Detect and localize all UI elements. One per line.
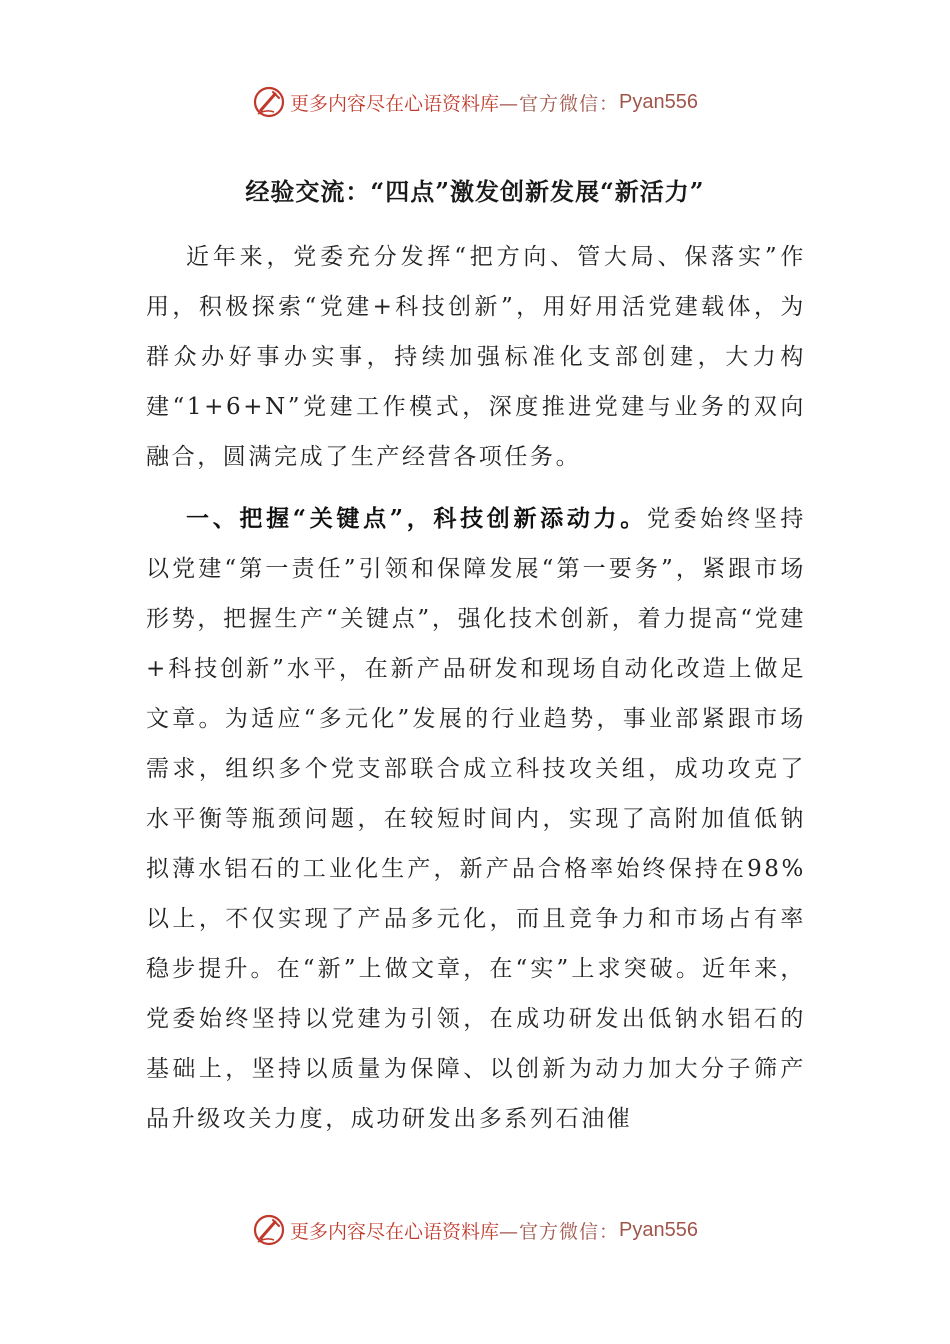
section-one-body: 党委始终坚持以党建“第一责任”引领和保障发展“第一要务”，紧跟市场形势，把握生产“关键点”，强化技术创新，着力提高“党建+科技创新”水平，在新产品研发和现场自动化改造上做足文章。为适应“多元化”发展的行业趋势，事业部紧跟市场需求，组织多个党支部联合成立科技攻关组，成功攻克了水平衡等瓶颈问题，在较短时间内，实现了高附加值低钠拟薄水铝石的工业化生产，新产品合格率始终保持在98%以上，不仅实现了产品多元化，而且竞争力和市场占有率稳步提升。在“新”上做文章，在“实”上求突破。近年来，党委始终坚持以党建为引领，在成功研发出低钠水铝石的基础上，坚持以质量为保障、以创新为动力加大分子筛产品升级攻关力度，成功研发出多系列石油催 — [146, 506, 806, 1132]
footer-brand-text: 更多内容尽在心语资料库 — [290, 1220, 500, 1243]
intro-paragraph: 近年来，党委充分发挥“把方向、管大局、保落实”作用，积极探索“党建+科技创新”，用好用活党建载体，为群众办好事办实事，持续加强标准化支部创建，大力构建“1+6+N”党建工作模式，深度推进党建与业务的双向融合，圆满完成了生产经营各项任务。 — [146, 244, 806, 470]
header-brand-text: 更多内容尽在心语资料库 — [290, 92, 500, 115]
section-one-paragraph — [146, 494, 806, 1144]
footer-wechat-id: Pyan556 — [619, 1218, 698, 1241]
header-wechat-id: Pyan556 — [619, 90, 698, 113]
pen-circle-icon — [252, 1213, 286, 1247]
document-title: 经验交流：“四点”激发创新发展“新活力” — [245, 177, 705, 206]
footer-contact-text: —官方微信： — [499, 1220, 620, 1243]
header-contact-text: —官方微信： — [499, 92, 620, 115]
footer-watermark-banner — [0, 1210, 950, 1250]
header-watermark-banner — [0, 82, 950, 122]
section-one-heading: 一、把握“关键点”，科技创新添动力。 — [186, 505, 647, 532]
pen-circle-icon — [252, 85, 286, 119]
